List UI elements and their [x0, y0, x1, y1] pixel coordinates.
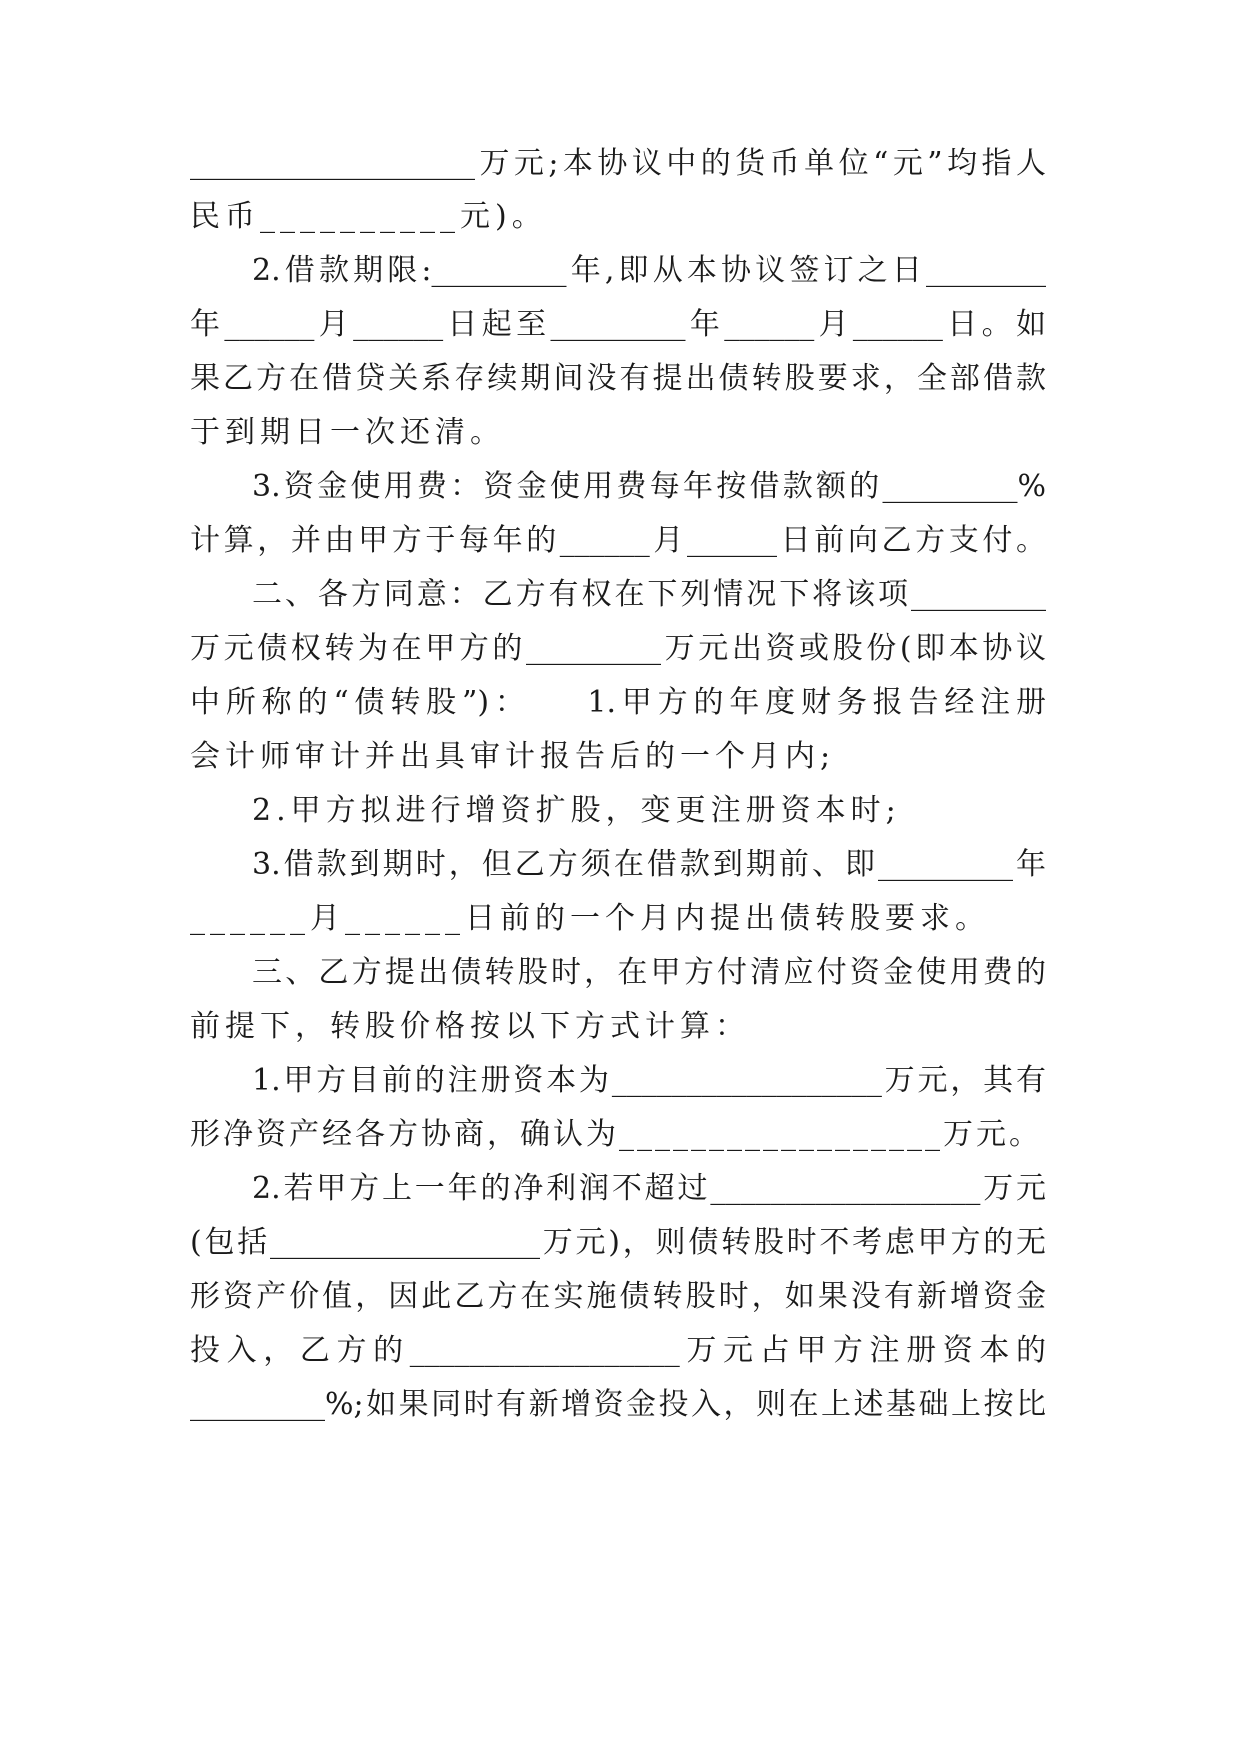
- text-line: 1.甲方目前的注册资本为__________________万元，其有: [252, 1063, 1046, 1098]
- text-line: 投入，乙方的__________________万元占甲方注册资本的: [190, 1333, 1046, 1368]
- text-line: 三、乙方提出债转股时，在甲方付清应付资金使用费的: [252, 955, 1046, 990]
- text-line: 形净资产经各方协商，确认为__________________万元。: [190, 1117, 1042, 1152]
- text-line: ______月______日前的一个月内提出债转股要求。: [190, 901, 990, 936]
- text-line: 万元债权转为在甲方的_________万元出资或股份(即本协议: [190, 631, 1046, 666]
- text-line: _________%;如果同时有新增资金投入，则在上述基础上按比: [190, 1387, 1046, 1422]
- text-line: 中所称的“债转股”)： 1.甲方的年度财务报告经注册: [190, 685, 1046, 720]
- text-line: 2.借款期限:_________年,即从本协议签订之日________: [252, 253, 1046, 288]
- text-line: 2.若甲方上一年的净利润不超过__________________万元: [252, 1171, 1046, 1206]
- text-line: 年______月______日起至_________年______月______日。如: [190, 307, 1046, 342]
- text-line: 3.借款到期时，但乙方须在借款到期前、即_________年: [252, 847, 1046, 882]
- text-line: 果乙方在借贷关系存续期间没有提出债转股要求，全部借款: [190, 361, 1046, 396]
- text-line: ___________________万元;本协议中的货币单位“元”均指人: [190, 146, 1046, 181]
- text-line: 会计师审计并出具审计报告后的一个月内;: [190, 739, 836, 774]
- text-line: 二、各方同意：乙方有权在下列情况下将该项_________: [252, 577, 1046, 612]
- text-line: 前提下，转股价格按以下方式计算：: [190, 1009, 750, 1044]
- text-line: 3.资金使用费：资金使用费每年按借款额的_________%: [252, 469, 1046, 504]
- text-line: (包括__________________万元)，则债转股时不考虑甲方的无: [190, 1225, 1046, 1260]
- text-line: 计算，并由甲方于每年的______月______日前向乙方支付。: [190, 523, 1046, 558]
- text-line: 民币__________元)。: [190, 199, 547, 234]
- text-line: 于到期日一次还清。: [190, 415, 505, 450]
- text-line: 2.甲方拟进行增资扩股，变更注册资本时;: [252, 793, 901, 828]
- text-line: 形资产价值，因此乙方在实施债转股时，如果没有新增资金: [190, 1279, 1046, 1314]
